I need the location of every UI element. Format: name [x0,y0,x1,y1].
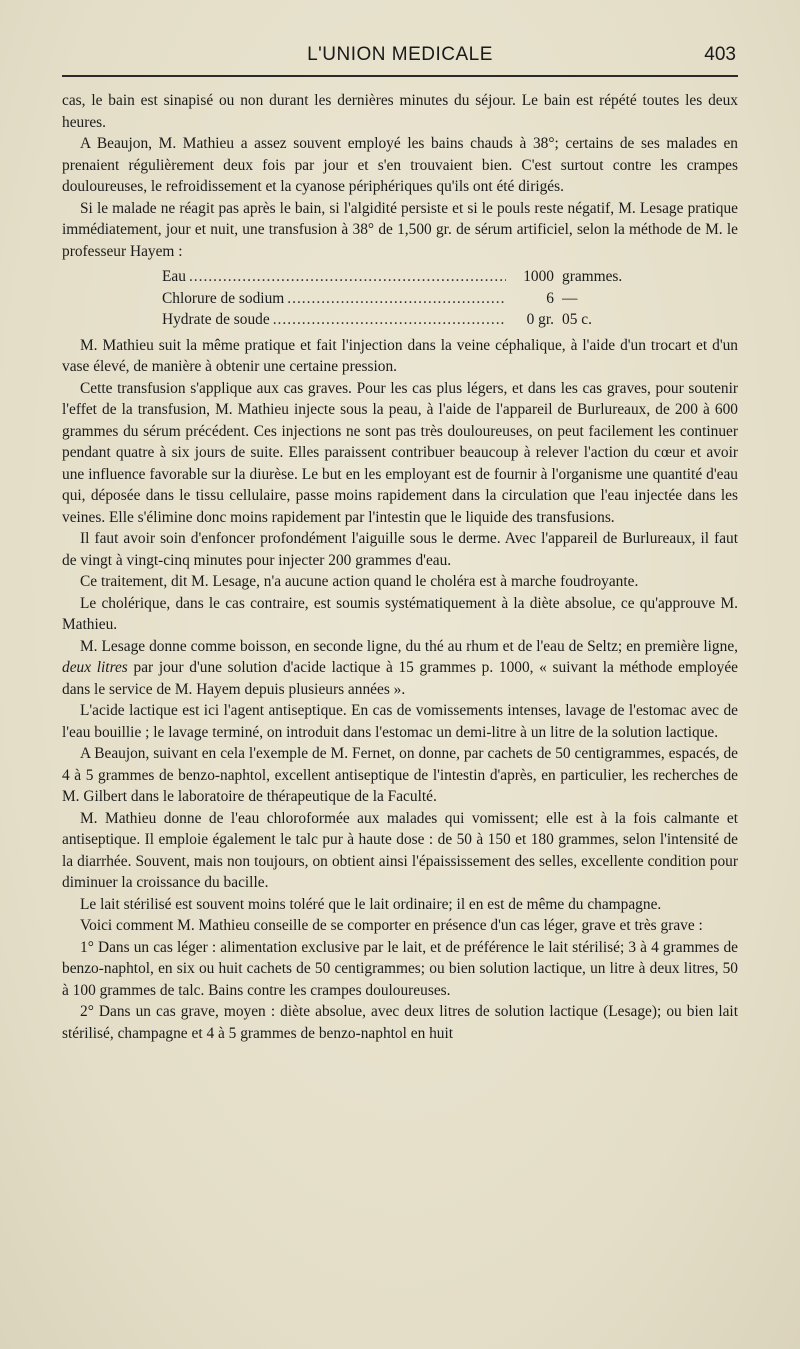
recipe-ingredient: Eau [162,268,186,285]
body-text [62,90,738,1044]
recipe-row [162,309,662,331]
page-number: 403 [704,44,736,65]
paragraph: Le cholérique, dans le cas contraire, est soumis systématiquement à la diète absolue, ce qu'approuve M. Mathieu. [62,594,738,633]
recipe-ingredient: Hydrate de soude [162,311,270,328]
serum-recipe [162,266,662,331]
text-run: par jour d'une solution d'acide lactique à 15 grammes p. 1000, « suivant la méthode employée dans le service de M. Hayem depuis plusieurs années ». [62,659,738,698]
paragraph: M. Mathieu donne de l'eau chloroformée aux malades qui vomissent; elle est à la fois calmante et antiseptique. Il emploie également le talc pur à haute dose : de 50 à 150 et 180 grammes, selon l'intensité de la diarrhée. Souvent, mais non toujours, on obtient ainsi l'épaississement des selles, excellente condition pour diminuer la croissance du bacille. [62,809,738,891]
leader-dots [273,309,506,331]
text-run: M. Lesage donne comme boisson, en seconde ligne, du thé au rhum et de l'eau de Seltz; en première ligne, [80,637,738,655]
paragraph: 1° Dans un cas léger : alimentation exclusive par le lait, et de préférence le lait stérilisé; 3 à 4 grammes de benzo-naphtol, en six ou huit cachets de 50 centigrammes; ou bien solution lactique, un litre à deux litres, 50 à 100 grammes de talc. Bains contre les crampes douloureuses. [62,938,738,999]
paragraph: Voici comment M. Mathieu conseille de se comporter en présence d'un cas léger, grave et très grave : [80,917,703,934]
recipe-unit: grammes. [562,268,623,285]
paragraph: 2° Dans un cas grave, moyen : diète absolue, avec deux litres de solution lactique (Lesage); ou bien lait stérilisé, champagne et 4 à 5 grammes de benzo-naphtol en huit [62,1003,738,1042]
paragraph: L'acide lactique est ici l'agent antiseptique. En cas de vomissements intenses, lavage de l'estomac avec de l'eau bouillie ; le lavage terminé, on introduit dans l'estomac un demi-litre à un litre de la solution lactique. [62,702,738,741]
paragraph: A Beaujon, suivant en cela l'exemple de M. Fernet, on donne, par cachets de 50 centigrammes, espacés, de 4 à 5 grammes de benzo-naphtol, excellent antiseptique de l'intestin d'après, en particulier, les recherches de M. Gilbert dans le laboratoire de thérapeutique de la Faculté. [62,745,738,805]
paragraph: A Beaujon, M. Mathieu a assez souvent employé les bains chauds à 38°; certains de ses malades en prenaient régulièrement deux fois par jour et s'en trouvaient bien. C'est surtout contre les crampes douloureuses, le refroidissement et la cyanose périphériques qu'ils ont été dirigés. [62,135,738,195]
recipe-quantity: 0 gr. [526,311,554,328]
paragraph: cas, le bain est sinapisé ou non durant les dernières minutes du séjour. Le bain est répété toutes les deux heures. [62,92,738,131]
recipe-row [162,288,662,310]
paragraph: Cette transfusion s'applique aux cas graves. Pour les cas plus légers, et dans les cas graves, pour soutenir l'effet de la transfusion, M. Mathieu injecte sous la peau, à l'aide de l'appareil de Burlureaux, de 200 à 600 grammes du sérum précédent. Ces injections ne sont pas très douloureuses, on peut facilement les continuer pendant quatre à six jours de suite. Elles paraissent contribuer beaucoup à relever l'action du cœur et avoir une influence favorable sur la diurèse. Le but en les employant est de fournir à l'organisme une quantité d'eau qui, déposée dans le tissu cellulaire, passe moins rapidement dans la circulation que l'eau injectée dans les veines. Elle s'élimine donc moins rapidement par l'intestin que le liquide des transfusions. [62,379,738,526]
paragraph: Le lait stérilisé est souvent moins toléré que le lait ordinaire; il en est de même du champagne. [80,895,662,913]
recipe-unit: — [562,289,578,307]
page-header [62,44,738,74]
italic-text: deux litres [62,659,128,676]
paragraph: M. Mathieu suit la même pratique et fait l'injection dans la veine céphalique, à l'aide d'un trocart et d'un vase élevé, de manière à obtenir une certaine pression. [62,336,738,375]
paragraph [62,636,738,701]
recipe-quantity: 1000 [523,268,554,285]
recipe-quantity: 6 [546,289,554,307]
paragraph: Il faut avoir soin d'enfoncer profondément l'aiguille sous le derme. Avec l'appareil de Burlureaux, il faut de vingt à vingt-cinq minutes pour injecter 200 grammes d'eau. [62,530,738,569]
recipe-unit: 05 c. [562,311,592,328]
leader-dots [287,288,506,310]
paragraph: Si le malade ne réagit pas après le bain, si l'algidité persiste et si le pouls reste négatif, M. Lesage pratique immédiatement, jour et nuit, une transfusion à 38° de 1,500 gr. de sérum artificiel, selon la méthode de M. le professeur Hayem : [62,199,738,260]
running-title: L'UNION MEDICALE [307,44,493,65]
recipe-ingredient: Chlorure de sodium [162,289,285,307]
header-rule [62,75,738,77]
paragraph: Ce traitement, dit M. Lesage, n'a aucune action quand le choléra est à marche foudroyante. [80,573,639,590]
recipe-row [162,266,662,288]
leader-dots [189,266,506,288]
